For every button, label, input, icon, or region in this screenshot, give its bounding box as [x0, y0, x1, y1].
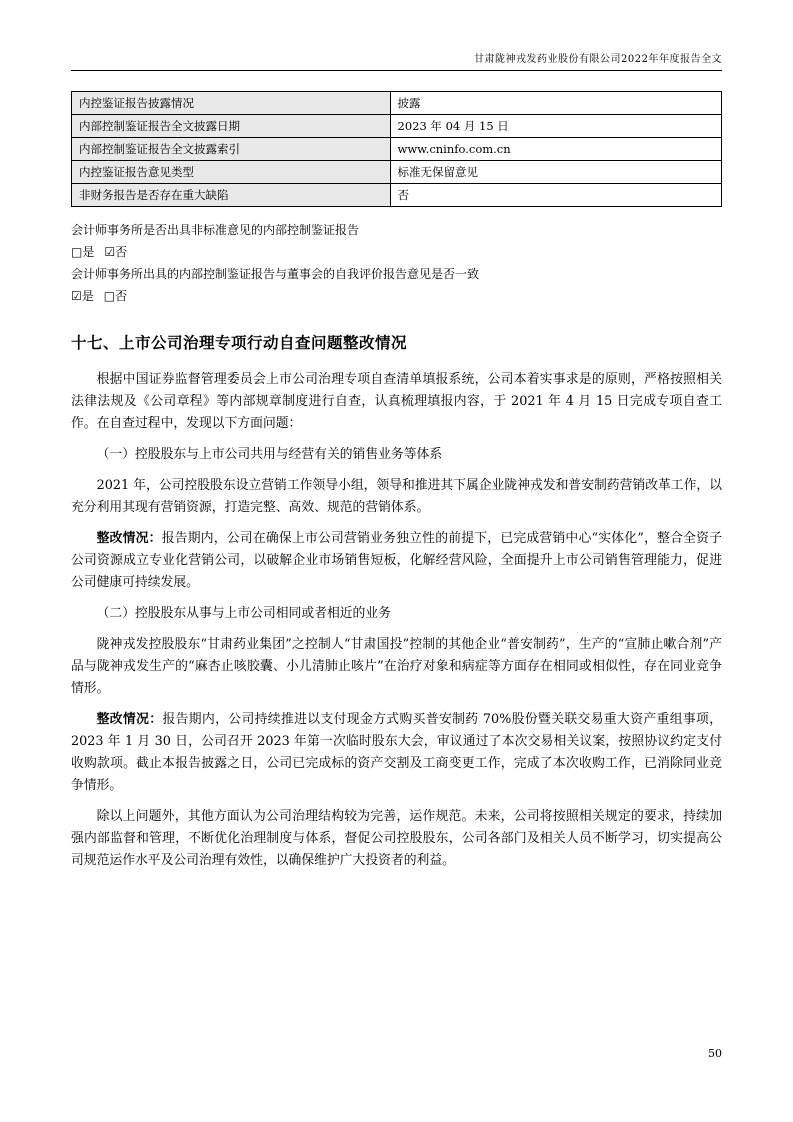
section-paragraphs: [71, 369, 722, 872]
question-options: [71, 285, 722, 307]
internal-control-disclosure-table: [71, 91, 722, 207]
table-cell-label: 非财务报告是否存在重大缺陷: [72, 184, 391, 207]
table-cell-value: 披露: [390, 92, 722, 115]
section-heading: 十七、上市公司治理专项行动自查问题整改情况: [71, 333, 408, 352]
paragraph: 整改情况：报告期内，公司在确保上市公司营销业务独立性的前提下，已完成营销中心“实体化”，整合全资子公司资源成立专业化营销公司，以破解企业市场销售短板，化解经营风险，全面提升上市公司销售管理能力，促进公司健康可持续发展。: [71, 531, 723, 590]
table-row: [72, 161, 722, 184]
paragraph-bold-prefix: 整改情况：: [96, 712, 163, 727]
checkbox-unchecked-icon: □是: [71, 245, 95, 259]
questions-block: [71, 219, 722, 307]
table-cell-value: www.cninfo.com.cn: [390, 138, 722, 161]
checkbox-unchecked-icon: □否: [103, 289, 128, 303]
table-row: [72, 184, 722, 207]
paragraph: 陇神戎发控股股东“甘肃药业集团”之控制人“甘肃国投”控制的其他企业“普安制药”，生产的“宣肺止嗽合剂”产品与陇神戎发生产的“麻杏止咳胶囊、小儿清肺止咳片”在治疗对象和病症等方面存在相同或相似性，存在同业竞争情形。: [71, 637, 722, 696]
table-row: [72, 92, 722, 115]
question-options: [71, 241, 722, 263]
paragraph: 整改情况：报告期内，公司持续推进以支付现金方式购买普安制药 70%股份暨关联交易重大资产重组事项， 2023 年 1 月 30 日，公司召开 2023 年第一次临时股东大会，审议通过了本次交易相关议案，按照协议约定支付收购款项。截止本报告披露之日，公司已完成标的资产交割及工商变更工作，完成了本次收购工作，已消除同业竞争情形。: [71, 712, 723, 793]
paragraph: 除以上问题外，其他方面认为公司治理结构较为完善，运作规范。未来，公司将按照相关规定的要求，持续加强内部监督和管理，不断优化治理制度与体系，督促公司控股股东，公司各部门及相关人员不断学习，切实提高公司规范运作水平及公司治理有效性，以确保维护广大投资者的利益。: [71, 809, 722, 868]
page-header: [71, 50, 722, 71]
paragraph: 2021 年，公司控股股东设立营销工作领导小组，领导和推进其下属企业陇神戎发和普安制药营销改革工作，以充分利用其现有营销资源，打造完整、高效、规范的营销体系。: [71, 478, 722, 515]
report-title: 甘肃陇神戎发药业股份有限公司2022年年度报告全文: [474, 54, 722, 65]
table-cell-label: 内部控制鉴证报告全文披露索引: [72, 138, 391, 161]
table-row: [72, 138, 722, 161]
table-row: [72, 115, 722, 138]
question-text: 会计师事务所是否出具非标准意见的内部控制鉴证报告: [71, 223, 360, 237]
paragraph: 根据中国证券监督管理委员会上市公司治理专项自查清单填报系统，公司本着实事求是的原则，严格按照相关法律法规及《公司章程》等内部规章制度进行自查，认真梳理填报内容，于 2021 年 4 月 15 日完成专项自查工作。在自查过程中，发现以下方面问题：: [71, 372, 722, 431]
question-text: 会计师事务所出具的内部控制鉴证报告与董事会的自我评价报告意见是否一致: [71, 267, 480, 281]
table-cell-label: 内控鉴证报告意见类型: [72, 161, 391, 184]
table-cell-value: 标准无保留意见: [390, 161, 722, 184]
checkbox-checked-icon: ☑是: [71, 289, 94, 303]
disclosure-table-body: [72, 92, 722, 207]
table-cell-value: 否: [390, 184, 722, 207]
table-cell-label: 内控鉴证报告披露情况: [72, 92, 391, 115]
paragraph: （一）控股股东与上市公司共用与经营有关的销售业务等体系: [96, 447, 443, 462]
table-cell-label: 内部控制鉴证报告全文披露日期: [72, 115, 391, 138]
table-cell-value: 2023 年 04 月 15 日: [390, 115, 722, 138]
checkbox-checked-icon: ☑否: [104, 245, 128, 259]
page-number: 50: [708, 1047, 722, 1060]
paragraph: （二）控股股东从事与上市公司相同或者相近的业务: [96, 606, 391, 621]
paragraph-bold-prefix: 整改情况：: [96, 531, 162, 546]
